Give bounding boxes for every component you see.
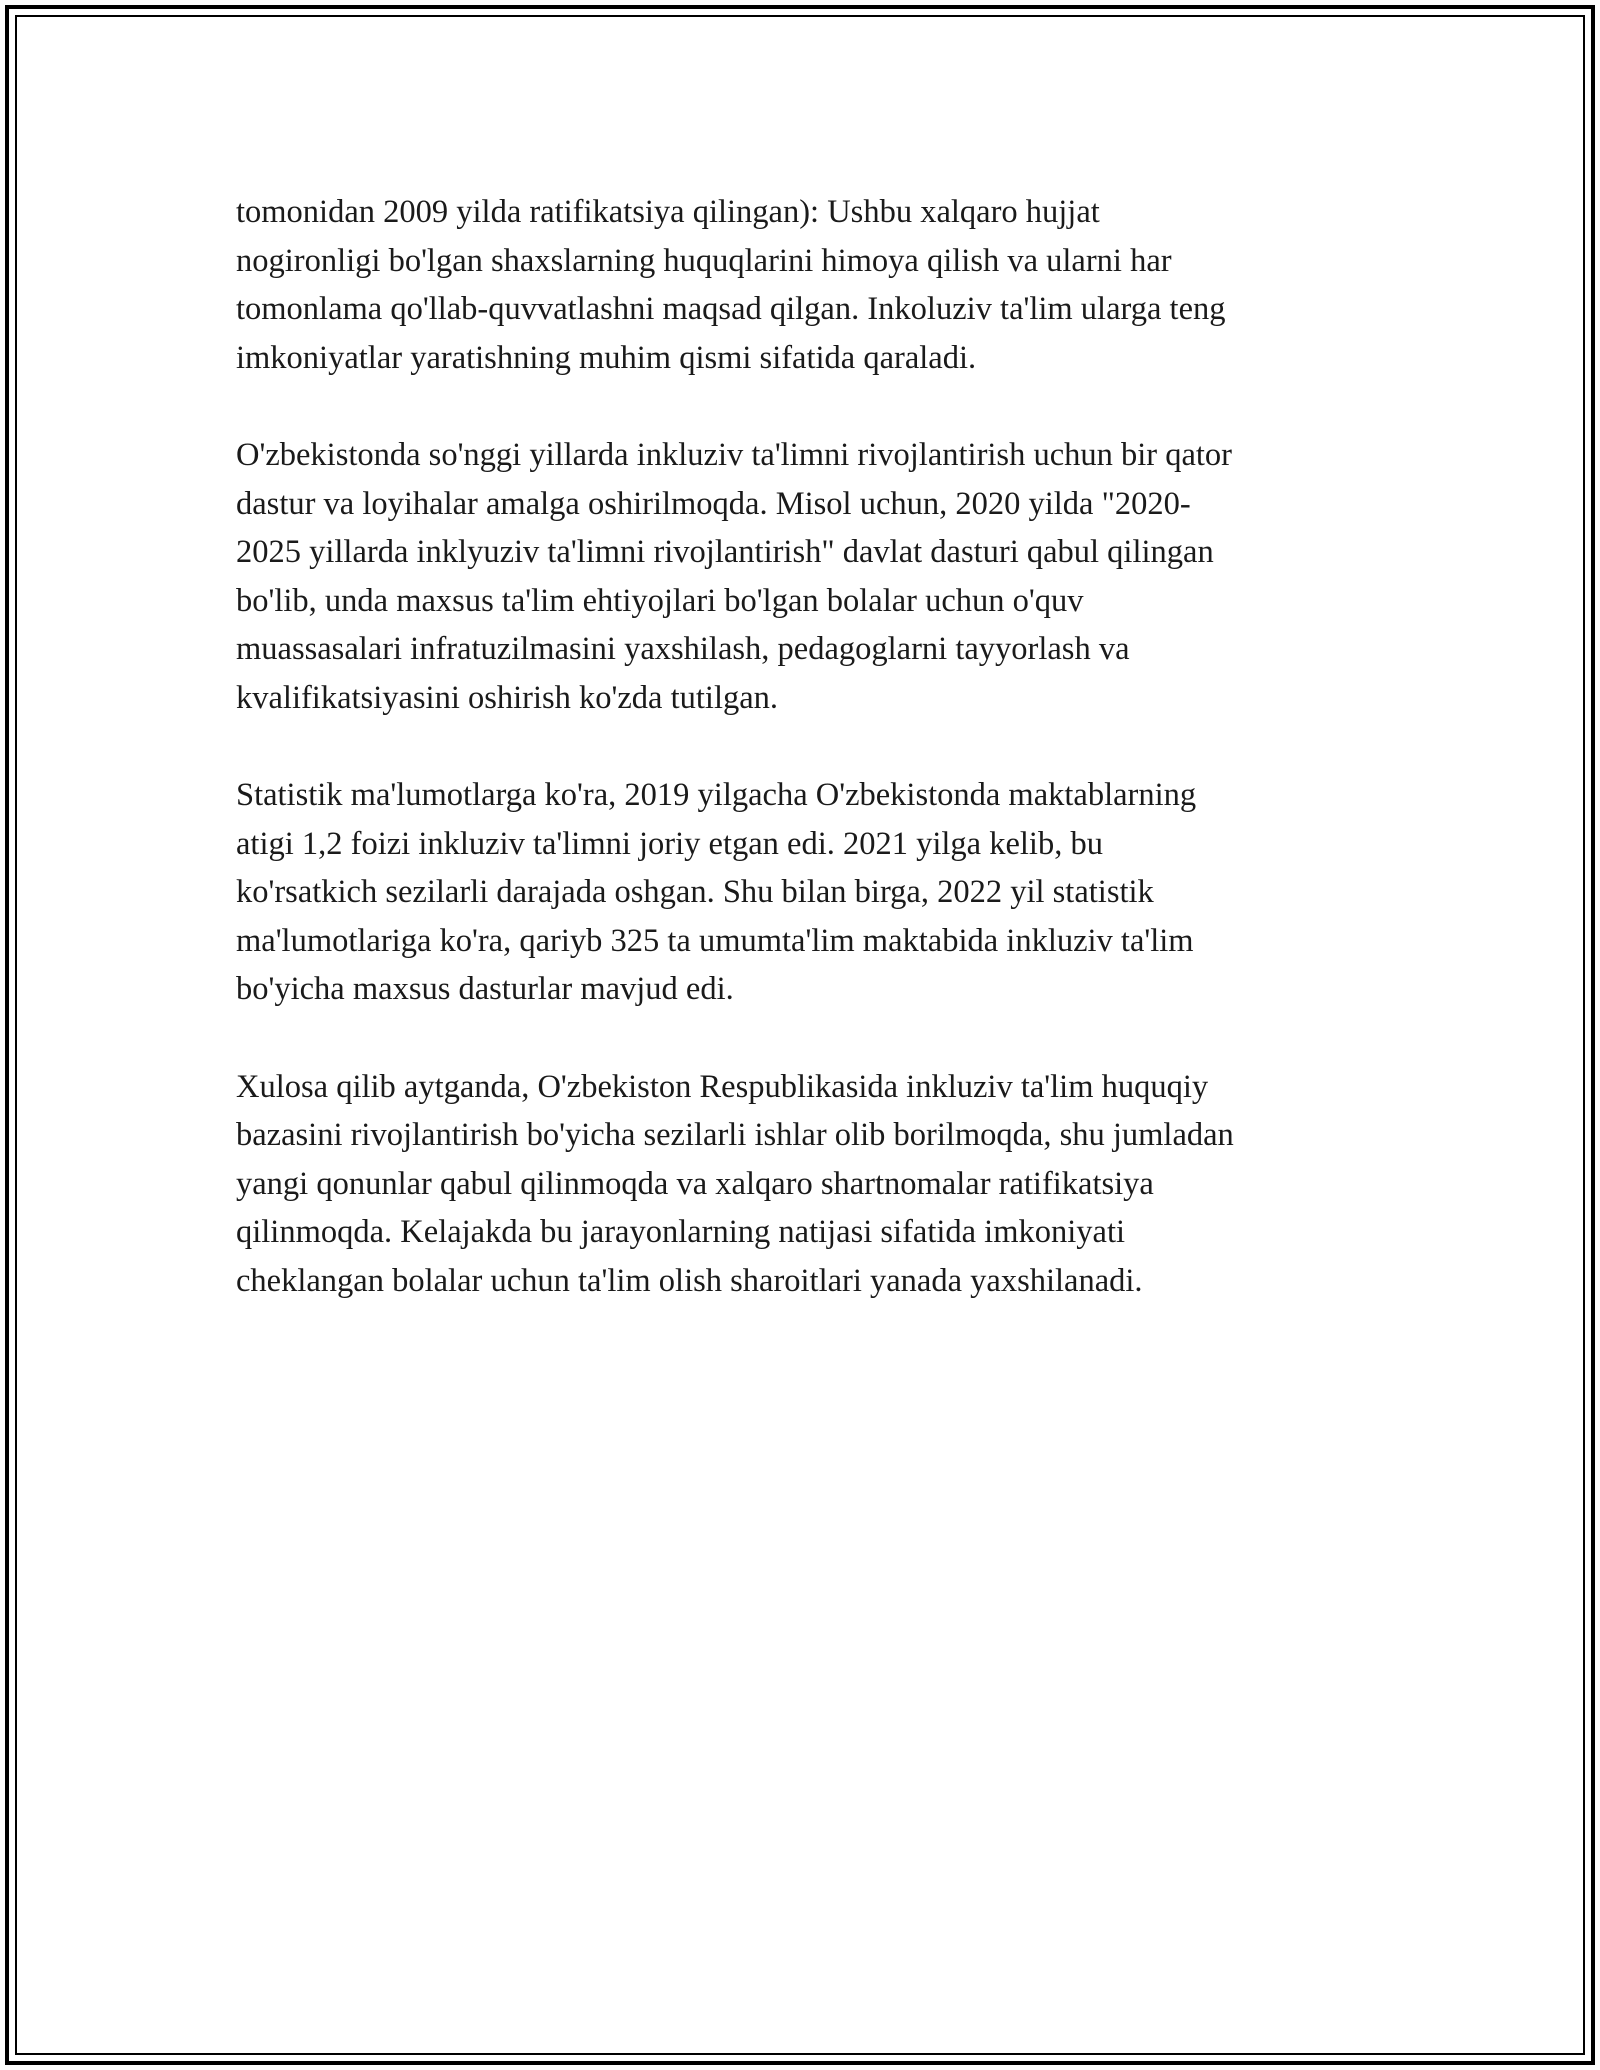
document-body bbox=[236, 188, 1366, 1354]
paragraph-convention-ratification: tomonidan 2009 yilda ratifikatsiya qilingan): Ushbu xalqaro hujjat nogironligi bo'lgan shaxslarning huquqlarini himoya qilish va ularni har tomonlama qo'llab-quvvatlashni maqsad qilgan. Inkoluziv ta'lim ularga teng imkoniyatlar yaratishning muhim qismi sifatida qaraladi. bbox=[236, 194, 1226, 376]
paragraph-statistics: Statistik ma'lumotlarga ko'ra, 2019 yilgacha O'zbekistonda maktablarning atigi 1,2 foizi inkluziv ta'limni joriy etgan edi. 2021 yilga kelib, bu ko'rsatkich sezilarli darajada oshgan. Shu bilan birga, 2022 yil statistik ma'lumotlariga ko'ra, qariyb 325 ta umumta'lim maktabida inkluziv ta'lim bo'yicha maxsus dasturlar mavjud edi. bbox=[236, 777, 1197, 1007]
paragraph-conclusion: Xulosa qilib aytganda, O'zbekiston Respublikasida inkluziv ta'lim huquqiy bazasini rivojlantirish bo'yicha sezilarli ishlar olib borilmoqda, shu jumladan yangi qonunlar qabul qilinmoqda va xalqaro shartnomalar ratifikatsiya qilinmoqda. Kelajakda bu jarayonlarning natijasi sifatida imkoniyati cheklangan bolalar uchun ta'lim olish sharoitlari yanada yaxshilanadi. bbox=[236, 1068, 1234, 1299]
paragraph-state-programs: O'zbekistonda so'nggi yillarda inkluziv ta'limni rivojlantirish uchun bir qator dastur va loyihalar amalga oshirilmoqda. Misol uchun, 2020 yilda "2020- 2025 yillarda inklyuziv ta'limni rivojlantirish" davlat dasturi qabul qilingan bo'lib, unda maxsus ta'lim ehtiyojlari bo'lgan bolalar uchun o'quv muassasalari infratuzilmasini yaxshilash, pedagoglarni tayyorlash va kvalifikatsiyasini oshirish ko'zda tutilgan. bbox=[236, 437, 1232, 716]
